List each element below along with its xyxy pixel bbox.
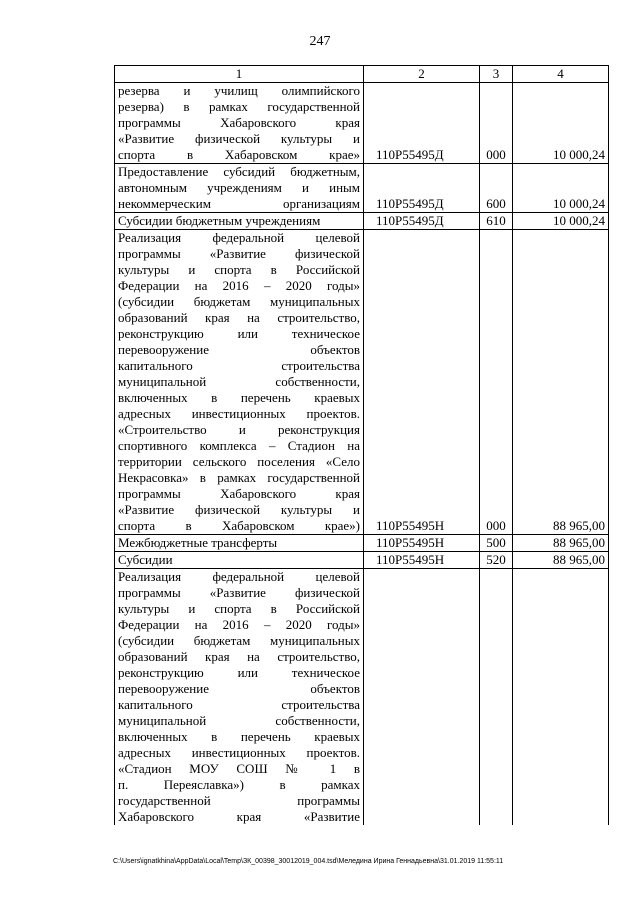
row-description: Реализация федеральной целевой программы «Развитие физической культуры и спорта в Российской Федерации на 2016 – 2020 годы» (субсидии бюджетам муниципальных образований края на строительство, реконструкцию или техническое перевооружение объектов капитального строительства муниципальной собственности, включенных в перечень краевых адресных инвестиционных проектов. «Строительство и реконструкция спортивного комплекса – Стадион на территории сельского поселения «Село Некрасовка» в рамках государственной программы Хабаровского края «Развитие физической культуры и спорта в Хабаровском крае») [115, 230, 364, 535]
row-amount: 88 965,00 [513, 230, 609, 535]
row-description: Межбюджетные трансферты [115, 535, 364, 552]
table-row [115, 83, 609, 164]
budget-table [114, 65, 609, 825]
row-type [480, 569, 513, 826]
row-amount: 10 000,24 [513, 213, 609, 230]
table-row [115, 230, 609, 535]
table-row [115, 552, 609, 569]
row-code: 110P55495Д [364, 164, 480, 213]
row-amount: 88 965,00 [513, 552, 609, 569]
row-description: резерва и училищ олимпийского резерва) в рамках государственной программы Хабаровского края «Развитие физической культуры и спорта в Хабаровском крае» [115, 83, 364, 164]
row-type: 500 [480, 535, 513, 552]
row-amount [513, 569, 609, 826]
file-path-footer: C:\Users\ignatkhina\AppData\Local\Temp\ЗК_00398_30012019_004.tsd\Меледина Ирина Геннадьевна\31.01.2019 11:55:11 [113, 858, 504, 865]
row-code: 110P55495Д [364, 213, 480, 230]
row-type: 000 [480, 230, 513, 535]
column-header-4: 4 [513, 66, 609, 83]
row-description: Субсидии бюджетным учреждениям [115, 213, 364, 230]
row-description: Предоставление субсидий бюджетным, автономным учреждениям и иным некоммерческим организациям [115, 164, 364, 213]
table-row [115, 535, 609, 552]
row-code: 110P55495Н [364, 552, 480, 569]
table-row [115, 569, 609, 826]
row-type: 000 [480, 83, 513, 164]
column-header-1: 1 [115, 66, 364, 83]
table-row [115, 164, 609, 213]
row-type: 520 [480, 552, 513, 569]
row-description: Реализация федеральной целевой программы «Развитие физической культуры и спорта в Российской Федерации на 2016 – 2020 годы» (субсидии бюджетам муниципальных образований края на строительство, реконструкцию или техническое перевооружение объектов капитального строительства муниципальной собственности, включенных в перечень краевых адресных инвестиционных проектов. «Стадион МОУ СОШ № 1 в п. Переяславка») в рамках государственной программы Хабаровского края «Развитие [115, 569, 364, 826]
row-amount: 10 000,24 [513, 83, 609, 164]
page-number: 247 [309, 34, 331, 49]
row-type: 600 [480, 164, 513, 213]
row-code: 110P55495Н [364, 535, 480, 552]
table-row [115, 213, 609, 230]
row-amount: 88 965,00 [513, 535, 609, 552]
row-code: 110P55495Н [364, 230, 480, 535]
column-header-2: 2 [364, 66, 480, 83]
row-type: 610 [480, 213, 513, 230]
row-code [364, 569, 480, 826]
row-code: 110P55495Д [364, 83, 480, 164]
column-header-3: 3 [480, 66, 513, 83]
row-description: Субсидии [115, 552, 364, 569]
table-header-row [115, 66, 609, 83]
row-amount: 10 000,24 [513, 164, 609, 213]
